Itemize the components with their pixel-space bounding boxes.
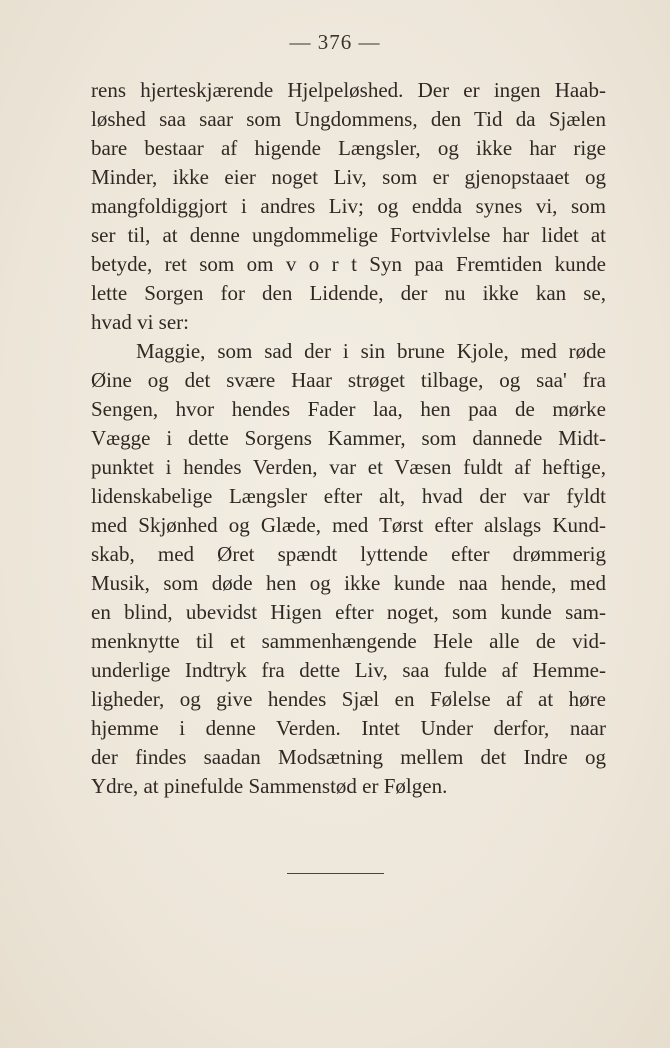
text-line: betyde, ret som om v o r t Syn paa Fremtiden kunde [91, 252, 606, 276]
text-line: rens hjerteskjærende Hjelpeløshed. Der er ingen Haab- [91, 78, 606, 102]
text-line: hjemme i denne Verden. Intet Under derfor, naar [91, 716, 606, 740]
text-line: lette Sorgen for den Lidende, der nu ikke kan se, [91, 281, 606, 305]
text-line: Minder, ikke eier noget Liv, som er gjenopstaaet og [91, 165, 606, 189]
text-line: Musik, som døde hen og ikke kunde naa hende, med [91, 571, 606, 595]
text-line: punktet i hendes Verden, var et Væsen fuldt af heftige, [91, 455, 606, 479]
text-line: menknytte til et sammenhængende Hele alle de vid- [91, 629, 606, 653]
paragraph-end-line: hvad vi ser: [91, 310, 189, 334]
text-line: ser til, at denne ungdommelige Fortvivlelse har lidet at [91, 223, 606, 247]
text-line: bare bestaar af higende Længsler, og ikke har rige [91, 136, 606, 160]
end-divider [287, 873, 384, 874]
text-line: med Skjønhed og Glæde, med Tørst efter alslags Kund- [91, 513, 606, 537]
text-line: der findes saadan Modsætning mellem det Indre og [91, 745, 606, 769]
text-line: mangfoldiggjort i andres Liv; og endda synes vi, som [91, 194, 606, 218]
text-line: løshed saa saar som Ungdommens, den Tid da Sjælen [91, 107, 606, 131]
text-line: Øine og det svære Haar strøget tilbage, og saa' fra [91, 368, 606, 392]
text-line: Vægge i dette Sorgens Kammer, som dannede Midt- [91, 426, 606, 450]
paragraph-end-line: Ydre, at pinefulde Sammenstød er Følgen. [91, 774, 448, 798]
page-number: — 376 — [289, 30, 381, 54]
text-line: Sengen, hvor hendes Fader laa, hen paa de mørke [91, 397, 606, 421]
body-text [91, 76, 606, 801]
text-line: en blind, ubevidst Higen efter noget, som kunde sam- [91, 600, 606, 624]
text-line: lidenskabelige Længsler efter alt, hvad der var fyldt [91, 484, 606, 508]
paragraph-start-line: Maggie, som sad der i sin brune Kjole, med røde [136, 339, 606, 363]
text-line: ligheder, og give hendes Sjæl en Følelse af at høre [91, 687, 606, 711]
text-line: skab, med Øret spændt lyttende efter drømmerig [91, 542, 606, 566]
text-line: underlige Indtryk fra dette Liv, saa fulde af Hemme- [91, 658, 606, 682]
